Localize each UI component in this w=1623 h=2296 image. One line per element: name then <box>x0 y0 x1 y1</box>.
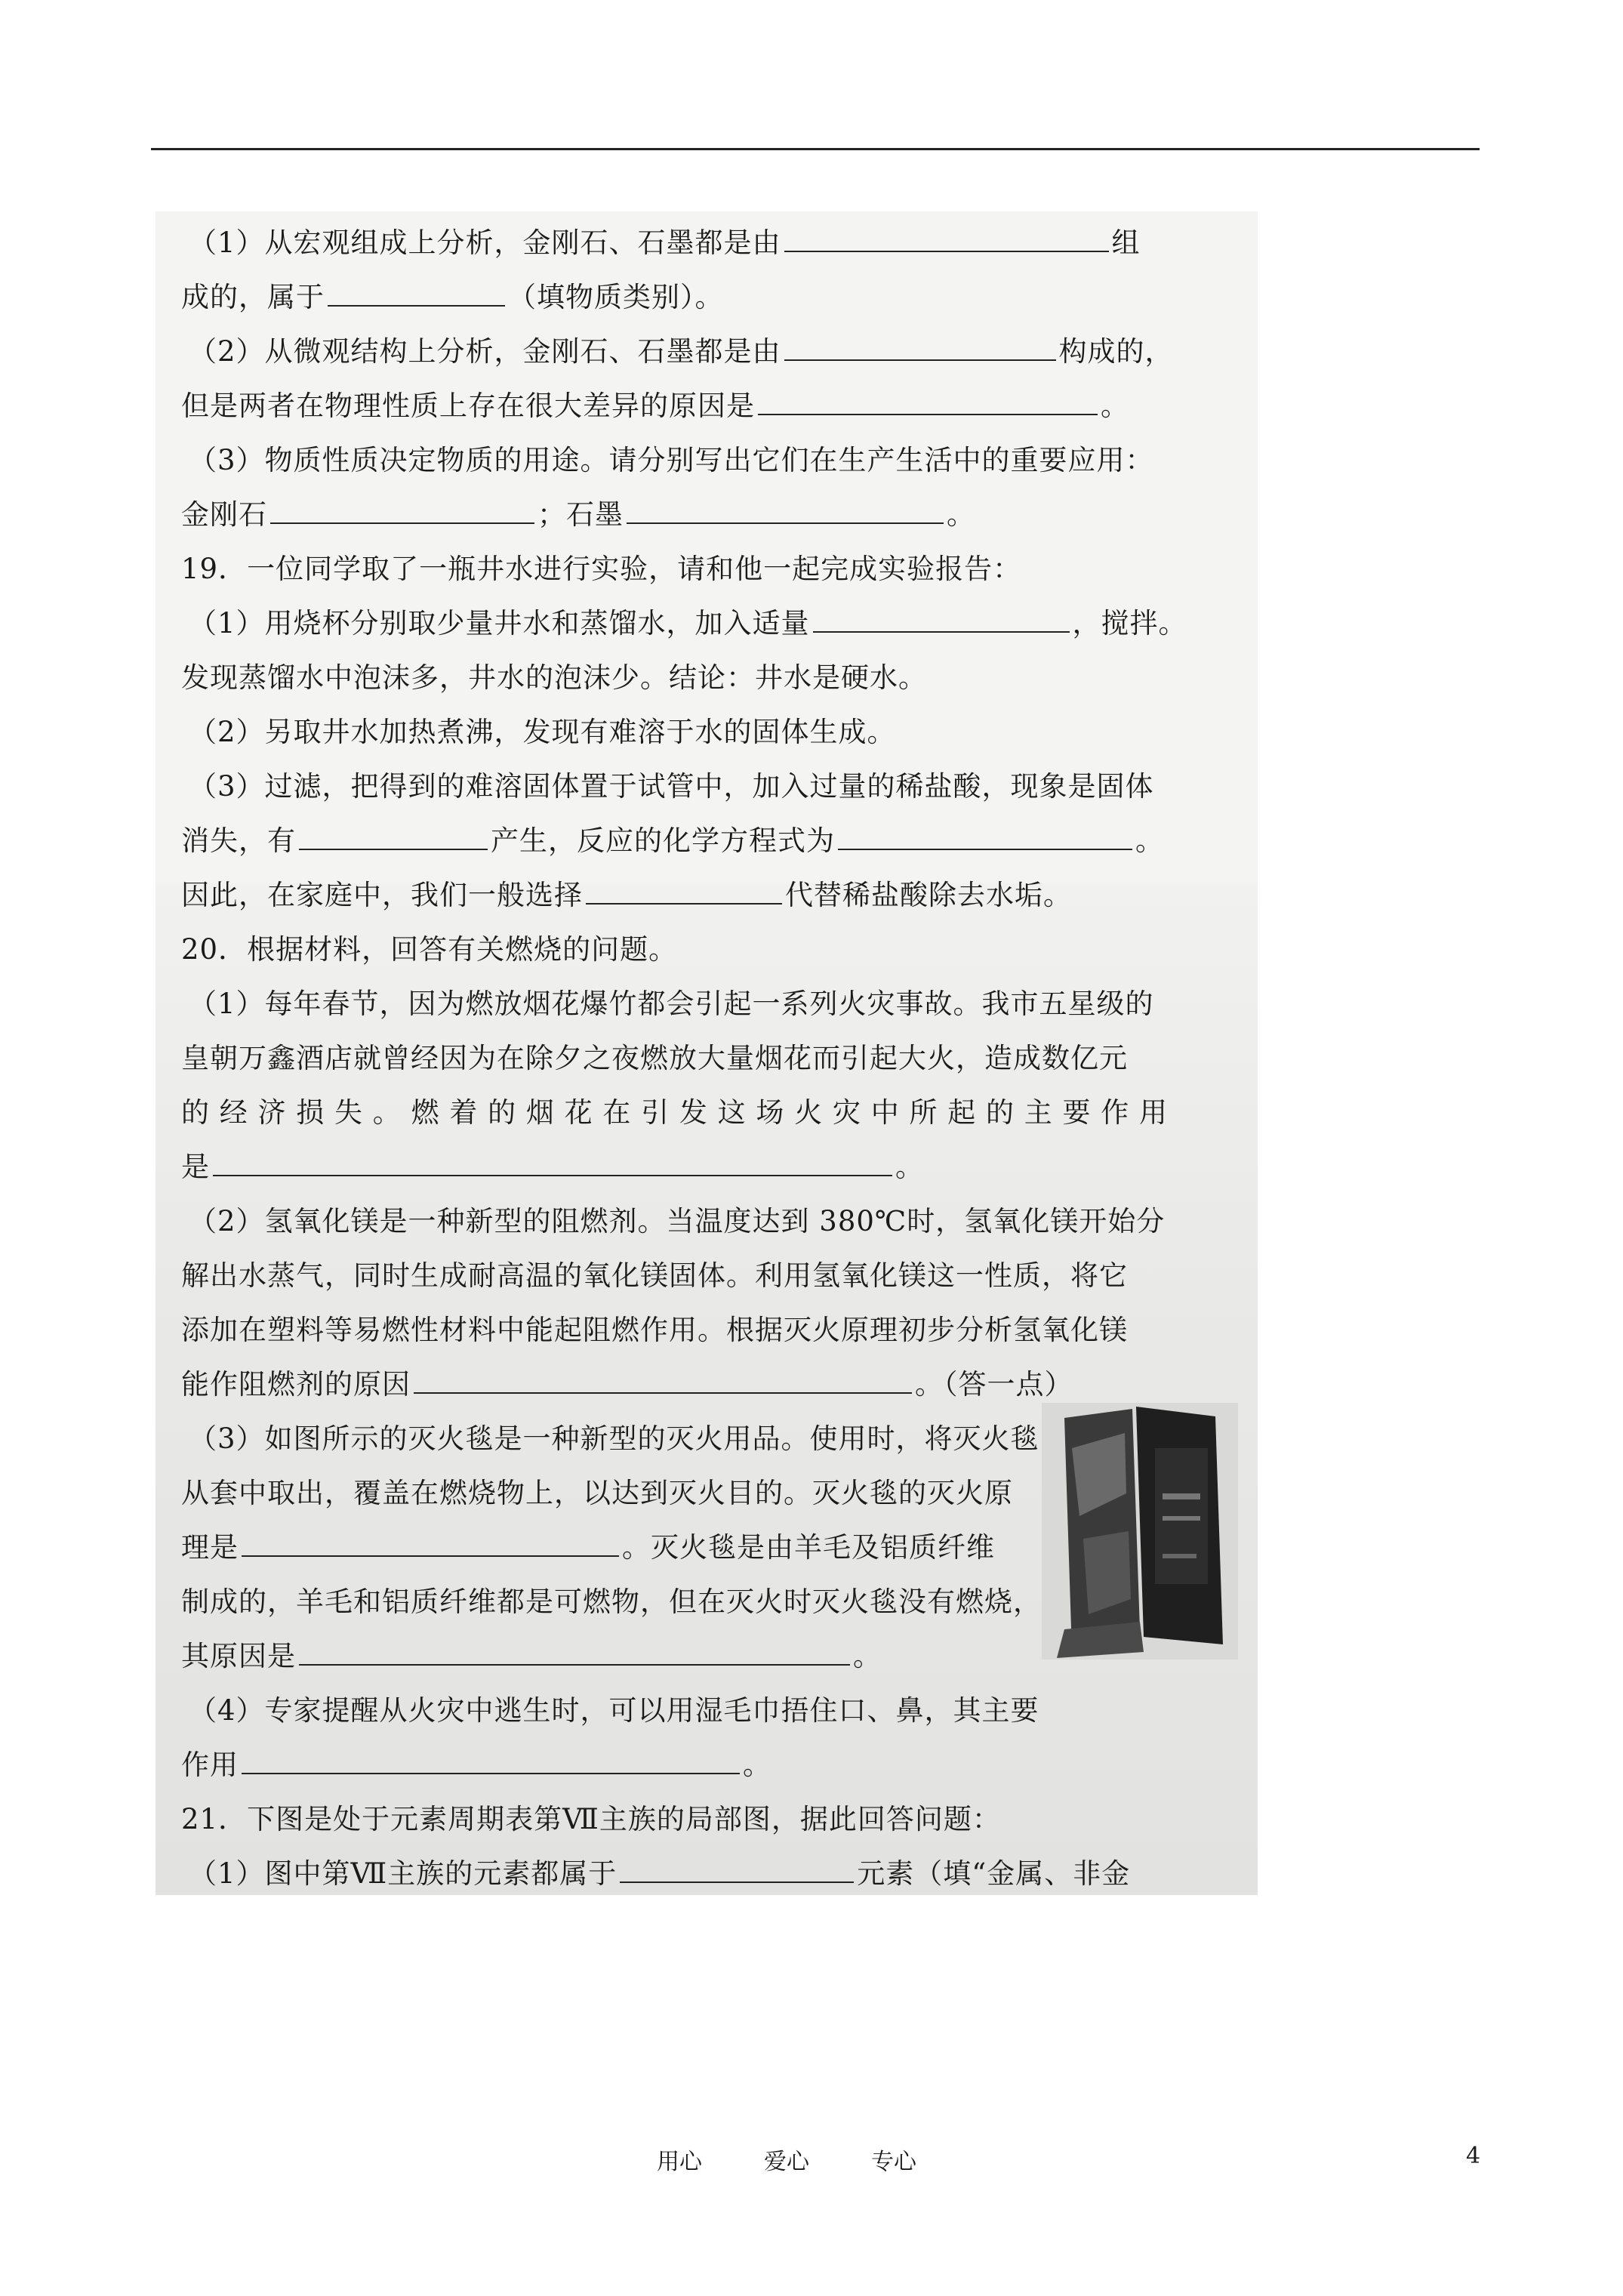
text-line: 但是两者在物理性质上存在很大差异的原因是 。 <box>181 390 1129 422</box>
text-line: 发现蒸馏水中泡沫多，井水的泡沫少。结论：井水是硬水。 <box>181 661 927 694</box>
text-line: 添加在塑料等易燃性材料中能起阻燃作用。根据灭火原理初步分析氢氧化镁 <box>181 1314 1128 1346</box>
text-line: 的 经 济 损 失 。 燃 着 的 烟 花 在 引 发 这 场 火 灾 中 所 起 的 主 要 作 用 <box>181 1096 1169 1129</box>
text-line: （4）专家提醒从火灾中逃生时，可以用湿毛巾捂住口、鼻，其主要 <box>189 1694 1039 1727</box>
text-line: （1）每年春节，因为燃放烟花爆竹都会引起一系列火灾事故。我市五星级的 <box>189 988 1154 1020</box>
answer-blank[interactable] <box>242 1533 619 1557</box>
page-number: 4 <box>1466 2143 1481 2169</box>
text-line: 成的，属于 （填物质类别）。 <box>181 281 724 313</box>
answer-blank[interactable] <box>758 391 1098 415</box>
answer-blank[interactable] <box>270 500 534 524</box>
answer-blank[interactable] <box>784 337 1056 361</box>
text-line: 作用 。 <box>181 1749 771 1781</box>
text-line: 能作阻燃剂的原因 。（答一点） <box>181 1368 1073 1401</box>
text-line: 因此，在家庭中，我们一般选择 代替稀盐酸除去水垢。 <box>181 879 1072 911</box>
answer-blank[interactable] <box>838 826 1132 850</box>
question-21: 21．下图是处于元素周期表第Ⅶ主族的局部图，据此回答问题： <box>181 1803 1001 1835</box>
answer-blank[interactable] <box>414 1370 912 1394</box>
text-line: 从套中取出，覆盖在燃烧物上，以达到灭火目的。灭火毯的灭火原 <box>181 1477 1013 1509</box>
question-20: 20．根据材料，回答有关燃烧的问题。 <box>181 933 678 966</box>
answer-blank[interactable] <box>328 282 505 307</box>
answer-blank[interactable] <box>620 1859 854 1883</box>
header-rule <box>151 148 1480 150</box>
text-line: 解出水蒸气，同时生成耐高温的氧化镁固体。利用氢氧化镁这一性质，将它 <box>181 1259 1128 1292</box>
text-line: （3）过滤，把得到的难溶固体置于试管中，加入过量的稀盐酸，现象是固体 <box>189 770 1154 803</box>
text-line: （3）物质性质决定物质的用途。请分别写出它们在生产生活中的重要应用： <box>189 444 1154 476</box>
text-line: 皇朝万鑫酒店就曾经因为在除夕之夜燃放大量烟花而引起大火，造成数亿元 <box>181 1042 1128 1074</box>
text-line: （2）另取井水加热煮沸，发现有难溶于水的固体生成。 <box>189 716 896 748</box>
answer-blank[interactable] <box>299 826 488 850</box>
answer-blank[interactable] <box>242 1750 740 1774</box>
text-line: 是 。 <box>181 1151 924 1183</box>
answer-blank[interactable] <box>627 500 944 524</box>
question-19: 19．一位同学取了一瓶井水进行实验，请和他一起完成实验报告： <box>181 553 1022 585</box>
answer-blank[interactable] <box>784 228 1109 252</box>
text-line: （2）氢氧化镁是一种新型的阻燃剂。当温度达到 380℃时，氢氧化镁开始分 <box>189 1205 1166 1237</box>
text-line: 消失，有 产生，反应的化学方程式为 。 <box>181 824 1164 857</box>
text-line: （3）如图所示的灭火毯是一种新型的灭火用品。使用时，将灭火毯 <box>189 1422 1039 1455</box>
text-line: （1）用烧杯分别取少量井水和蒸馏水，加入适量 ，搅拌。 <box>189 607 1187 639</box>
text-line: 理是 。灭火毯是由羊毛及铝质纤维 <box>181 1531 995 1564</box>
text-line: 金刚石 ；石墨 。 <box>181 498 975 531</box>
text-line: （1）从宏观组成上分析，金刚石、石墨都是由 组 <box>189 227 1141 259</box>
text-line: 其原因是 。 <box>181 1640 882 1672</box>
footer-motto: 用心 爱心 专心 <box>657 2149 916 2175</box>
answer-blank[interactable] <box>813 609 1070 633</box>
answer-blank[interactable] <box>586 880 782 905</box>
text-line: 制成的，羊毛和铝质纤维都是可燃物，但在灭火时灭火毯没有燃烧， <box>181 1586 1042 1618</box>
answer-blank[interactable] <box>299 1641 850 1666</box>
fire-blanket-photo <box>1042 1403 1238 1660</box>
text-line: （2）从微观结构上分析，金刚石、石墨都是由 构成的， <box>189 335 1174 368</box>
text-line: （1）图中第Ⅶ主族的元素都属于 元素（填“金属、非金 <box>189 1857 1131 1890</box>
answer-blank[interactable] <box>213 1152 892 1176</box>
